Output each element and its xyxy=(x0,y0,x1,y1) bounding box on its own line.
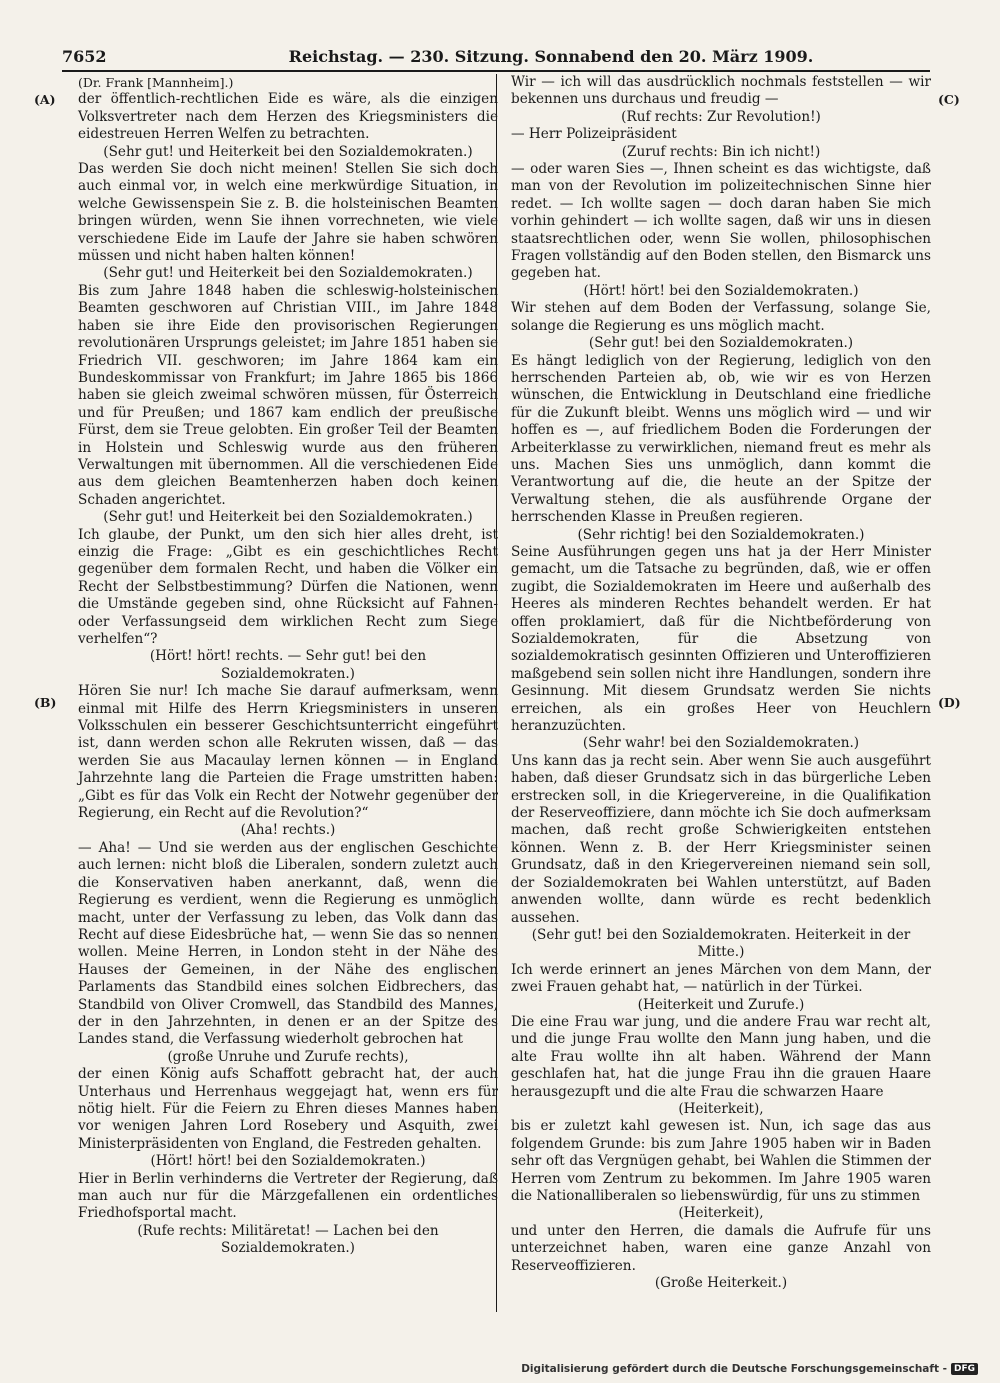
speech-paragraph: Wir stehen auf dem Boden der Verfassung, solange Sie, solange die Regierung es uns möglich macht. xyxy=(511,300,931,334)
speech-paragraph: Hören Sie nur! Ich mache Sie darauf aufmerksam, wenn einmal mit Hilfe des Herrn Kriegsministers in unseren Volksschulen ein besserer Geschichtsunterricht eingeführt ist, dann werden schon alle Rekruten wissen, daß — das werden Sie aus Macaulay lernen können — in England Jahrzehnte lang die Parteien die Frage umstritten haben: „Gibt es für das Volk ein Recht der Notwehr gegenüber der Regierung, ein Recht auf die Revolution?“ xyxy=(78,683,498,822)
interjection: (Ruf rechts: Zur Revolution!) xyxy=(621,108,821,125)
page-number: 7652 xyxy=(62,47,107,66)
speech-paragraph: Die eine Frau war jung, und die andere Frau war recht alt, und die junge Frau wollte den Mann jung haben, und die alte Frau wollte ihn alt haben. Während der Mann geschlafen hat, hat die junge Frau ihn die grauen Haare herausgezupft und die alte Frau die schwarzen Haare xyxy=(511,1013,931,1100)
speech-paragraph: — Herr Polizeipräsident xyxy=(511,126,677,143)
interjection: (Sehr gut! und Heiterkeit bei den Sozialdemokraten.) xyxy=(103,143,473,160)
interjection: (Große Heiterkeit.) xyxy=(654,1275,788,1292)
footer-text: Digitalisierung gefördert durch die Deutsche Forschungsgemeinschaft - xyxy=(521,1363,947,1375)
interjection: (Rufe rechts: Militäretat! — Lachen bei den Sozialdemokraten.) xyxy=(137,1222,439,1257)
margin-marker-c: (C) xyxy=(938,92,960,107)
speech-paragraph: Ich glaube, der Punkt, um den sich hier alles dreht, ist einzig die Frage: „Gibt es ein geschichtliches Recht gegenüber dem formalen Recht, und haben die Völker ein Recht der Selbstbestimmung? Dürfen die Nationen, wenn die Umstände gegeben sind, ohne Rücksicht auf Fahnen- oder Verfassungseid dem wirklichen Recht zum Siege verhelfen“? xyxy=(78,526,498,647)
speech-paragraph: der einen König aufs Schaffott gebracht hat, der auch Unterhaus und Herrenhaus weggejagt hat, wenn ers für nötig hielt. Für die Feiern zu Ehren dieses Mannes haben vor wenigen Jahren Lord Rosebery und Asquith, zwei Ministerpräsidenten von England, die Festreden gehalten. xyxy=(78,1066,498,1152)
speech-paragraph: Uns kann das ja recht sein. Aber wenn Sie auch ausgeführt haben, daß dieser Grundsatz sich in das bürgerliche Leben erstrecken soll, in die Kriegervereine, in die Qualifikation der Reserveoffiziere, dann möchte ich Sie doch aufmerksam machen, daß recht große Schwierigkeiten entstehen können. Wenn z. B. der Herr Kriegsminister seinen Grundsatz, daß in den Kriegervereinen niemand sein soll, der Sozialdemokraten bei Wahlen unterstützt, auf Baden anwenden wollte, dann würde es recht bedenklich aussehen. xyxy=(511,752,931,926)
interjection: (Heiterkeit), xyxy=(678,1205,764,1222)
interjection: (Heiterkeit und Zurufe.) xyxy=(637,996,805,1013)
page-header xyxy=(62,44,930,70)
right-column xyxy=(511,74,931,1292)
speech-paragraph: — oder waren Sies —, Ihnen scheint es das wichtigste, daß man von der Revolution im polizeitechnischen Sinne hier redet. — Ich wollte sagen — doch daran haben Sie mich vorhin gehindert — ich wollte sagen, daß wir uns in diesen staatsrechtlichen oder, wenn Sie wollen, philosophischen Fragen vollständig auf den Boden stellen, den Bismarck uns gegeben hat. xyxy=(511,161,931,282)
left-column xyxy=(78,74,498,1258)
speech-paragraph: Das werden Sie doch nicht meinen! Stellen Sie sich doch auch einmal vor, in welch eine merkwürdige Situation, in welche Gewissenspein Sie z. B. die holsteinischen Beamten bringen würden, wenn Sie ihnen vorrechneten, wie viele verschiedene Eide im Laufe der Jahre sie haben schwören müssen und nicht haben halten können! xyxy=(78,161,498,265)
speech-paragraph: Bis zum Jahre 1848 haben die schleswig-holsteinischen Beamten geschworen auf Christian VIII., im Jahre 1848 haben sie ihre Eide den provisorischen Regierungen revolutionären Ursprungs geleistet; im Jahre 1851 haben sie Friedrich VII. geschworen; im Jahre 1864 kam ein Bundeskommissar von Frankfurt; im Jahre 1865 bis 1866 haben sie gleich zweimal schwören müssen, für Österreich und für Preußen; und 1867 kam endlich der preußische Fürst, dem sie Treue gelobten. Ein großer Teil der Beamten in Holstein und Schleswig wurde aus den früheren Verwaltungen mit übernommen. All die verschiedenen Eide aus dem gleichen Beamtenherzen haben doch keinen Schaden angerichtet. xyxy=(78,282,498,508)
running-title: Reichstag. — 230. Sitzung. Sonnabend den 20. März 1909. xyxy=(288,47,814,66)
margin-marker-a: (A) xyxy=(34,92,56,107)
column-divider xyxy=(496,74,497,1312)
speech-paragraph: Es hängt lediglich von der Regierung, lediglich von den herrschenden Parteien ab, ob, wie wir es von Herzen wünschen, die Entwicklung in Deutschland eine friedliche für die Zukunft bleibt. Wenns uns möglich wird — und wir hoffen es —, auf friedlichem Boden die Forderungen der Arbeiterklasse zu verwirklichen, niemand freut es mehr als uns. Machen Sies uns unmöglich, dann kommt die Verantwortung auf die, die heute an der Spitze der Verwaltung stehen, die als ausführende Organe der herrschenden Klasse in Preußen regieren. xyxy=(511,352,931,526)
interjection: (Hört! hört! bei den Sozialdemokraten.) xyxy=(150,1153,426,1170)
margin-marker-d: (D) xyxy=(938,695,961,710)
speech-paragraph: Seine Ausführungen gegen uns hat ja der Herr Minister gemacht, um die Tatsache zu begründen, daß, wie er offen zugibt, die Sozialdemokraten im Heere und außerhalb des Heeres als minderen Rechtes behandelt werden. Er hat offen proklamiert, daß für die Nichtbeförderung von Sozialdemokraten, für die Absetzung von sozialdemokratisch gesinnten Offizieren und Unteroffizieren maßgebend sein sollen nicht ihre Handlungen, sondern ihre Gesinnung. Mit diesem Grundsatz werden Sie nichts erreichen, als ein großes Heer von Heuchlern heranzuzüchten. xyxy=(511,543,931,735)
interjection: (Sehr gut! bei den Sozialdemokraten.) xyxy=(588,335,854,352)
interjection: (Heiterkeit), xyxy=(678,1100,764,1117)
header-rule xyxy=(62,70,930,72)
dfg-logo-icon: DFG xyxy=(951,1363,978,1375)
speech-paragraph: Wir — ich will das ausdrücklich nochmals feststellen — wir bekennen uns durchaus und freudig — xyxy=(511,74,931,108)
interjection: (Sehr gut! und Heiterkeit bei den Sozialdemokraten.) xyxy=(103,265,473,282)
speech-paragraph: bis er zuletzt kahl gewesen ist. Nun, ich sage das aus folgendem Grunde: bis zum Jahre 1905 haben wir in Baden sehr oft das Vergnügen gehabt, bei Wahlen die Stimmen der Herren vom Zentrum zu bekommen. Im Jahre 1905 waren die Nationalliberalen so liebenswürdig, für uns zu stimmen xyxy=(511,1118,931,1204)
interjection: (große Unruhe und Zurufe rechts), xyxy=(167,1048,409,1065)
speech-paragraph: und unter den Herren, die damals die Aufrufe für uns unterzeichnet haben, waren eine ganze Anzahl von Reserveoffizieren. xyxy=(511,1222,931,1274)
speech-paragraph: Hier in Berlin verhinderns die Vertreter der Regierung, daß man auch nur für die Märzgefallenen ein ordentliches Friedhofsportal macht. xyxy=(78,1170,498,1222)
interjection: (Hört! hört! bei den Sozialdemokraten.) xyxy=(583,282,859,299)
margin-marker-b: (B) xyxy=(34,695,57,710)
interjection: (Sehr gut! bei den Sozialdemokraten. Heiterkeit in der Mitte.) xyxy=(531,926,911,961)
speech-paragraph: Ich werde erinnert an jenes Märchen von dem Mann, der zwei Frauen gehabt hat, — natürlich in der Türkei. xyxy=(511,961,931,996)
interjection: (Aha! rechts.) xyxy=(240,822,336,839)
interjection: (Sehr wahr! bei den Sozialdemokraten.) xyxy=(582,735,860,752)
speaker-attribution: (Dr. Frank [Mannheim].) xyxy=(78,75,234,90)
speech-paragraph: — Aha! — Und sie werden aus der englischen Geschichte auch lernen: nicht bloß die Liberalen, sondern zuletzt auch die Konservativen haben anerkannt, daß, wenn die Regierung es verdient, wenn die Regierung es unmöglich macht, unter der Verfassung zu leben, das Volk dann das Recht auf diese Eidesbrüche hat, — wenn Sie das so nennen wollen. Meine Herren, in London steht in der Nähe des Hauses der Gemeinen, in der Nähe des englischen Parlaments das Standbild eines solchen Eidbrechers, das Standbild von Oliver Cromwell, das Standbild des Mannes, der in den Jahrzehnten, in denen er an der Spitze des Landes stand, die Verfassung wiederholt gebrochen hat xyxy=(78,839,498,1048)
interjection: (Hört! hört! rechts. — Sehr gut! bei den Sozialdemokraten.) xyxy=(149,648,427,682)
interjection: (Sehr richtig! bei den Sozialdemokraten.) xyxy=(577,526,865,543)
interjection: (Sehr gut! und Heiterkeit bei den Sozialdemokraten.) xyxy=(103,509,473,526)
speech-paragraph: der öffentlich-rechtlichen Eide es wäre, als die einzigen Volksvertreter nach dem Herzen des Kriegsministers die eidestreuen Herren Welfen zu betrachten. xyxy=(78,91,498,143)
digitization-footer xyxy=(521,1363,978,1375)
interjection: (Zuruf rechts: Bin ich nicht!) xyxy=(621,143,821,160)
